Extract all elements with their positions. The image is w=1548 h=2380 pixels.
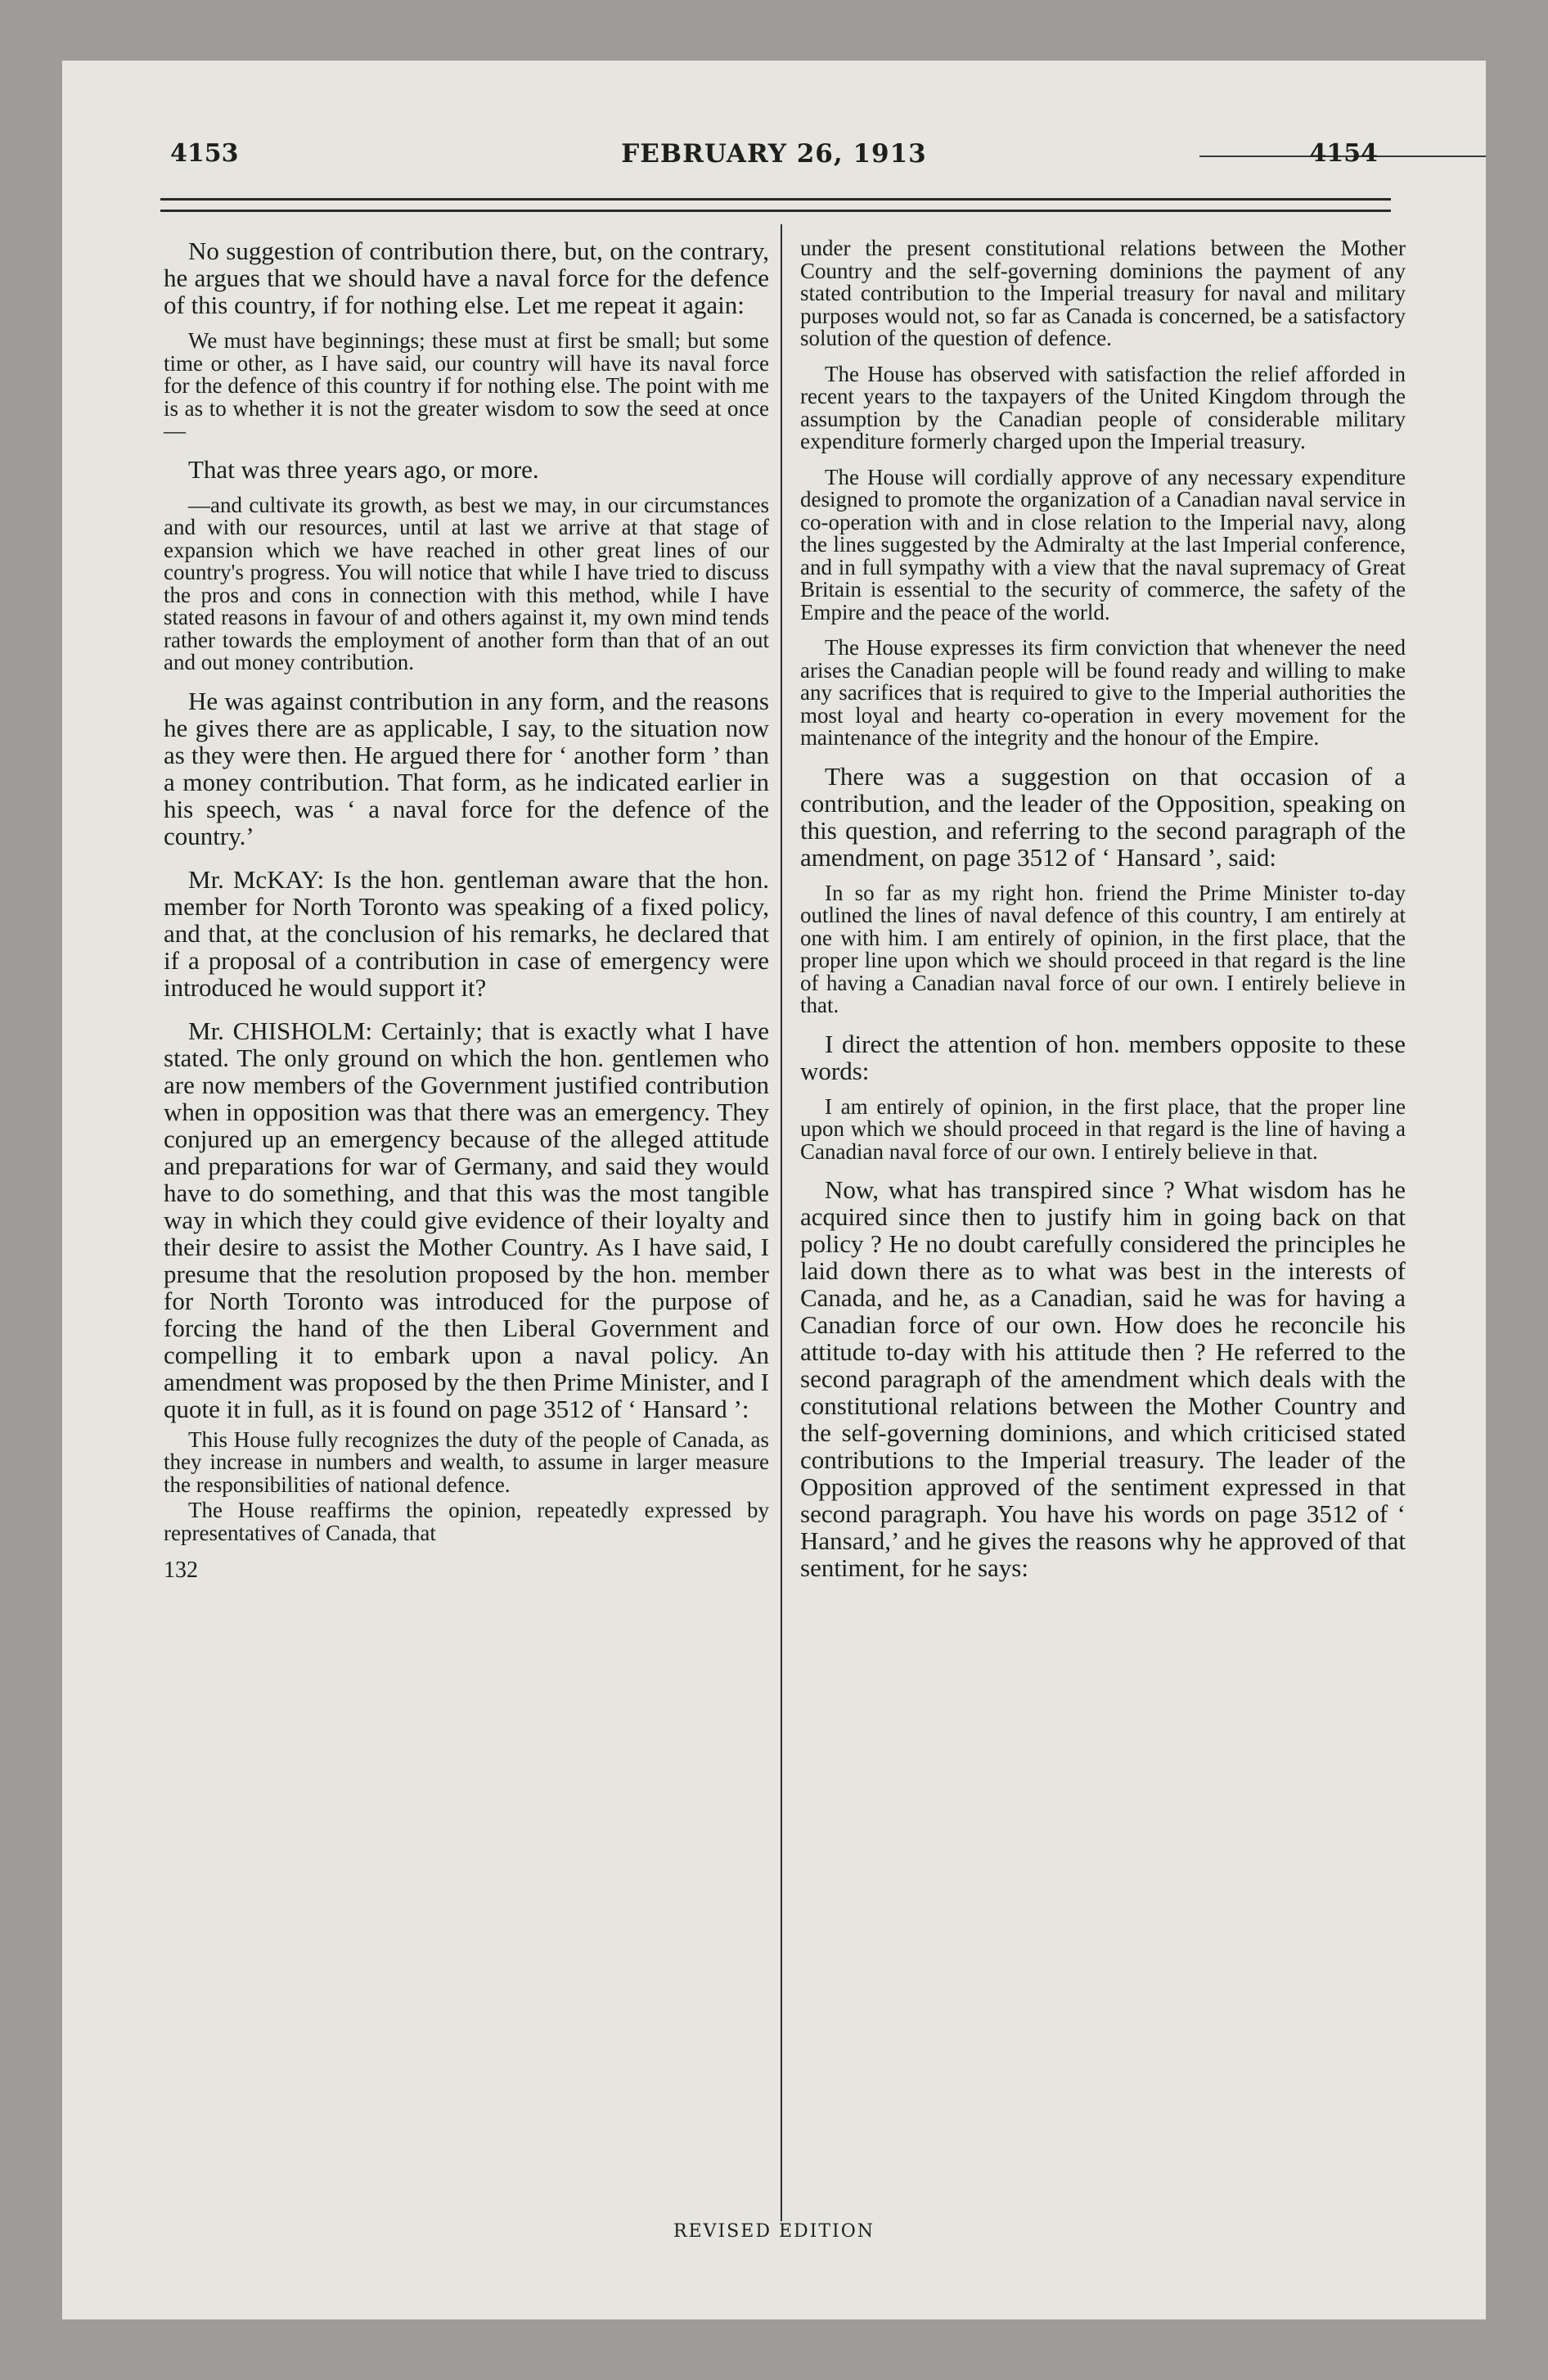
quotation: This House fully recognizes the duty of the people of Canada, as they increase in numbers and wealth, to assume in larger measure the responsibilities of national defence. [164, 1427, 769, 1497]
quotation: The House will cordially approve of any necessary expenditure designed to promote the organization of a Canadian naval service in co-operation with and in close relation to the Imperial navy, along the lines suggested by the Admiralty at the last Imperial conference, and in full sympathy with a view that the naval supremacy of Great Britain is essential to the security of commerce, the safety of the Empire and the peace of the world. [800, 464, 1406, 624]
speaker-paragraph: Mr. McKAY: Is the hon. gentleman aware that the hon. member for North Toronto was speaking of a fixed policy, and that, at the conclusion of his remarks, he declared that if a proposal of a contribution in case of emergency were introduced he would support it? [164, 864, 769, 1002]
right-column [800, 237, 1406, 1586]
speaker-paragraph: Mr. CHISHOLM: Certainly; that is exactly what I have stated. The only ground on which the hon. gentlemen who are now members of the Government justified contribution when in opposition was that there was an emergency. They conjured up an emergency because of the alleged attitude and preparations for war of Germany, and said they would have to do something, and that this was the most tangible way in which they could give evidence of their loyalty and their desire to assist the Mother Country. As I have said, I presume that the resolution proposed by the hon. member for North Toronto was introduced for the purpose of forcing the hand of the then Liberal Government and compelling it to embark upon a naval policy. An amendment was proposed by the then Prime Minister, and I quote it in full, as it is found on page 3512 of ‘ Hansard ’: [164, 1016, 769, 1423]
left-column [164, 237, 769, 1589]
paragraph: Now, what has transpired since ? What wisdom has he acquired since then to justify him in going back on that policy ? He no doubt carefully considered the principles he laid down there as to what was best in the interests of Canada, and he, as a Canadian, said he was for having a Canadian force of our own. How does he reconcile his attitude to-day with his attitude then ? He referred to the second paragraph of the amendment which deals with the constitutional relations between the Mother Country and the self-governing dominions, and which criticised stated contributions to the Imperial treasury. The leader of the Opposition approved of the sentiment expressed in that second paragraph. You have his words on page 3512 of ‘ Hansard,’ and he gives the reasons why he approved of that sentiment, for he says: [800, 1175, 1406, 1582]
page-number-right: 4154 [1309, 139, 1378, 168]
paragraph: He was against contribution in any form, and the reasons he gives there are as applicable, I say, to the situation now as they were then. He argued there for ‘ another form ’ than a money contribution. That form, as he indicated earlier in his speech, was ‘ a naval force for the defence of the country.’ [164, 686, 769, 850]
page-number-left: 4153 [170, 139, 239, 168]
header-rule-top [160, 198, 1391, 201]
paragraph: No suggestion of contribution there, but, on the contrary, he argues that we should have a naval force for the defence of this country, if for nothing else. Let me repeat it again: [164, 237, 769, 319]
quotation: In so far as my right hon. friend the Prime Minister to-day outlined the lines of naval defence of this country, I am entirely at one with him. I am entirely of opinion, in the first place, that the proper line upon which we should proceed in that regard is the line of having a Canadian naval force of our own. I entirely believe in that. [800, 880, 1406, 1017]
paragraph: That was three years ago, or more. [188, 454, 539, 484]
quotation: The House reaffirms the opinion, repeatedly expressed by representatives of Canada, that [164, 1498, 769, 1545]
quotation: —and cultivate its growth, as best we may, in our circumstances and with our resources, until at last we arrive at that stage of expansion which we have reached in other great lines of our country's progress. You will notice that while I have tried to discuss the pros and cons in connection with this method, while I have stated reasons in favour of and others against it, my own mind tends rather towards the employment of another form than that of an out and out money contribution. [164, 492, 769, 674]
quotation: I am entirely of opinion, in the first place, that the proper line upon which we should proceed in that regard is the line of having a Canadian naval force of our own. I entirely believe in that. [800, 1093, 1406, 1164]
paragraph: I direct the attention of hon. members opposite to these words: [800, 1029, 1406, 1085]
paragraph: There was a suggestion on that occasion of a contribution, and the leader of the Opposition, speaking on this question, and referring to the second paragraph of the amendment, on page 3512 of ‘ Hansard ’, said: [800, 761, 1406, 872]
quotation: We must have beginnings; these must at first be small; but some time or other, as I have said, our country will have its naval force for the defence of this country if for nothing else. The point with me is as to whether it is not the greater wisdom to sow the seed at once— [164, 328, 769, 443]
page-date: FEBRUARY 26, 1913 [621, 139, 927, 169]
quotation: The House expresses its firm conviction that whenever the need arises the Canadian people will be found ready and willing to make any sacrifices that is required to give to the Imperial authorities the most loyal and hearty co-operation in every movement for the maintenance of the integrity and the honour of the Empire. [800, 635, 1406, 750]
quotation: under the present constitutional relations between the Mother Country and the self-governing dominions the payment of any stated contribution to the Imperial treasury for naval and military purposes would not, so far as Canada is concerned, be a satisfactory solution of the question of defence. [800, 236, 1406, 350]
hansard-page [62, 61, 1486, 2319]
signature-number: 132 [164, 1557, 198, 1583]
revised-edition-footer: REVISED EDITION [673, 2221, 875, 2242]
column-divider [781, 224, 782, 2221]
header-rule-bottom [160, 210, 1391, 212]
page-header [62, 139, 1486, 180]
quotation: The House has observed with satisfaction the relief afforded in recent years to the taxpayers of the United Kingdom through the assumption by the Canadian people of considerable military expenditure formerly charged upon the Imperial treasury. [800, 361, 1406, 453]
